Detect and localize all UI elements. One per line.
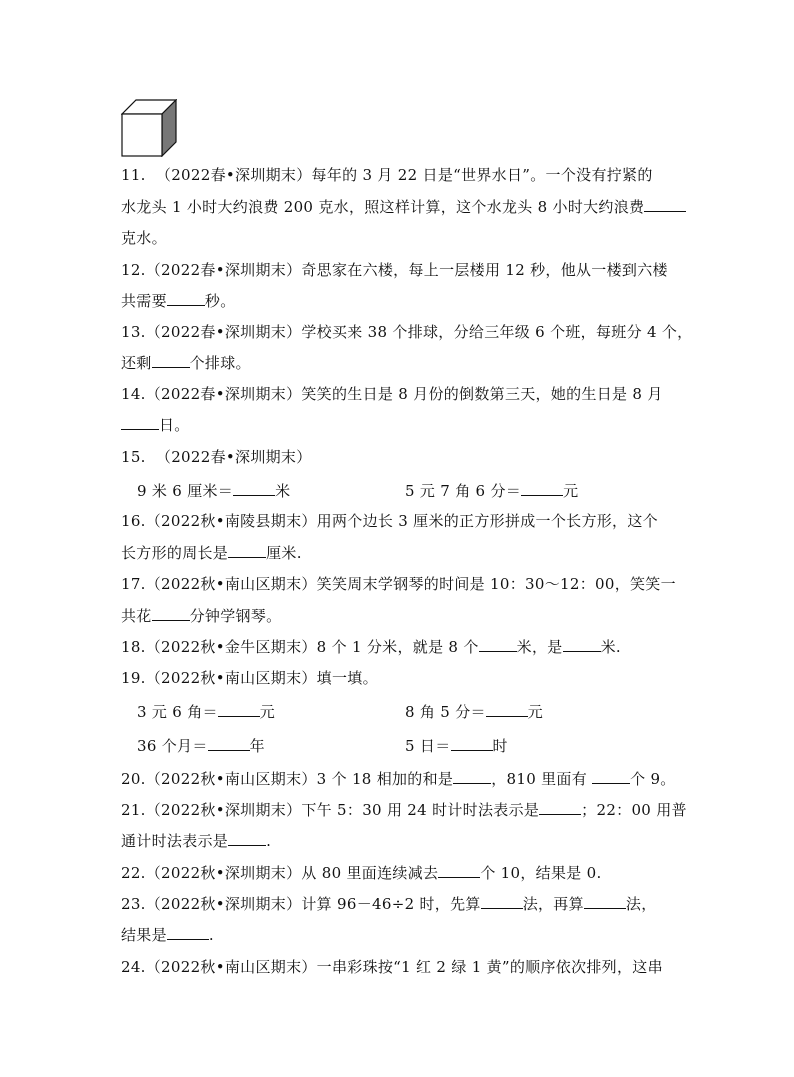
question-14-line-2 xyxy=(121,415,190,435)
question-12-text-b: 秒。 xyxy=(204,292,236,310)
question-21-text-a: 21.（2022秋•深圳期末）下午 5：30 用 24 时计时法表示是 xyxy=(121,801,540,819)
question-19-r1-left-a: 3 元 6 角＝ xyxy=(137,703,218,721)
question-19-r1-right-a: 8 角 5 分＝ xyxy=(405,703,486,721)
question-19-r2-right-a: 5 日＝ xyxy=(405,737,451,755)
question-22-text-a: 22.（2022秋•深圳期末）从 80 里面连续减去 xyxy=(121,864,439,882)
answer-blank[interactable] xyxy=(438,863,480,878)
question-12-text-a: 共需要 xyxy=(121,292,167,310)
question-11-text: 水龙头 1 小时大约浪费 200 克水，照这样计算，这个水龙头 8 小时大约浪费 xyxy=(121,198,645,216)
question-16-line-2 xyxy=(121,543,302,563)
answer-blank[interactable] xyxy=(167,925,209,940)
question-23-text-b: 法，再算 xyxy=(522,895,584,913)
question-14-text-b: 日。 xyxy=(159,416,190,434)
question-17-line-1: 17.（2022秋•南山区期末）笑笑周末学钢琴的时间是 10：30～12：00，笑笑一 xyxy=(121,575,676,593)
question-12-line-1: 12.（2022春•深圳期末）奇思家在六楼，每上一层楼用 12 秒，他从一楼到六楼 xyxy=(121,261,668,279)
question-18-line-1 xyxy=(121,637,621,657)
question-24-line-1: 24.（2022秋•南山区期末）一串彩珠按“1 红 2 绿 1 黄”的顺序依次排列，这串 xyxy=(121,958,663,976)
question-15-right-a: 5 元 7 角 6 分＝ xyxy=(405,482,522,500)
question-14-line-1: 14.（2022春•深圳期末）笑笑的生日是 8 月份的倒数第三天，她的生日是 8 月 xyxy=(121,385,663,403)
question-19-r1-left xyxy=(137,702,275,722)
question-19-line-1: 19.（2022秋•南山区期末）填一填。 xyxy=(121,669,378,687)
question-18-text-b: 米，是 xyxy=(516,638,563,656)
question-21-text-b: ；22：00 用普 xyxy=(581,801,687,819)
question-15-left-a: 9 米 6 厘米＝ xyxy=(137,482,234,500)
question-11-line-3: 克水。 xyxy=(121,229,167,247)
question-23-text-d: 结果是 xyxy=(121,926,167,944)
question-17-text-b: 分钟学钢琴。 xyxy=(189,607,282,625)
question-18-text-c: 米. xyxy=(600,638,621,656)
question-20-text-b: ，810 里面有 xyxy=(491,770,593,788)
answer-blank[interactable] xyxy=(486,702,528,717)
question-19-r2-left-b: 年 xyxy=(249,737,265,755)
answer-blank[interactable] xyxy=(453,769,491,784)
question-13-text-b: 个排球。 xyxy=(189,354,251,372)
answer-blank[interactable] xyxy=(644,197,686,212)
question-15-right xyxy=(405,481,578,501)
question-13-line-1: 13.（2022春•深圳期末）学校买来 38 个排球，分给三年级 6 个班，每班分 4 个， xyxy=(121,323,693,341)
question-19-r2-left xyxy=(137,736,265,756)
answer-blank[interactable] xyxy=(451,736,493,751)
answer-blank[interactable] xyxy=(233,481,275,496)
question-16-text-a: 长方形的周长是 xyxy=(121,544,229,562)
question-23-line-1 xyxy=(121,894,657,914)
question-15-right-b: 元 xyxy=(563,482,579,500)
question-22-text-b: 个 10，结果是 0. xyxy=(480,864,602,882)
question-15-left xyxy=(137,481,290,501)
question-11-line-2 xyxy=(121,197,686,217)
answer-blank[interactable] xyxy=(521,481,563,496)
question-23-text-a: 23.（2022秋•深圳期末）计算 96－46÷2 时，先算 xyxy=(121,895,481,913)
answer-blank[interactable] xyxy=(539,800,581,815)
question-19-r2-right xyxy=(405,736,508,756)
cube-outline-icon xyxy=(121,99,177,157)
question-12-line-2 xyxy=(121,291,236,311)
question-19-r2-right-b: 时 xyxy=(492,737,508,755)
question-23-line-2 xyxy=(121,925,214,945)
question-21-line-2 xyxy=(121,831,271,851)
question-20-text-a: 20.（2022秋•南山区期末）3 个 18 相加的和是 xyxy=(121,770,454,788)
question-20-text-c: 个 9。 xyxy=(630,770,676,788)
question-19-r1-right-b: 元 xyxy=(527,703,544,721)
question-19-r1-right xyxy=(405,702,543,722)
question-17-text-a: 共花 xyxy=(121,607,152,625)
answer-blank[interactable] xyxy=(208,736,250,751)
answer-blank[interactable] xyxy=(592,769,630,784)
question-21-text-c: 通计时法表示是 xyxy=(121,832,229,850)
question-16-text-b: 厘米. xyxy=(266,544,302,562)
question-13-line-2 xyxy=(121,353,251,373)
question-13-text-a: 还剩 xyxy=(121,354,152,372)
answer-blank[interactable] xyxy=(121,415,159,430)
question-15-left-b: 米 xyxy=(275,482,291,500)
answer-blank[interactable] xyxy=(584,894,626,909)
answer-blank[interactable] xyxy=(152,606,190,621)
question-22-line-1 xyxy=(121,863,602,883)
question-23-text-e: . xyxy=(208,926,214,944)
answer-blank[interactable] xyxy=(479,637,517,652)
question-17-line-2 xyxy=(121,606,281,626)
question-19-r1-left-b: 元 xyxy=(259,703,276,721)
question-18-text-a: 18.（2022秋•金牛区期末）8 个 1 分米，就是 8 个 xyxy=(121,638,479,656)
answer-blank[interactable] xyxy=(563,637,601,652)
question-11-line-1: 11. （2022春•深圳期末）每年的 3 月 22 日是“世界水日”。一个没有拧紧的 xyxy=(121,166,653,184)
question-19-r2-left-a: 36 个月＝ xyxy=(137,737,208,755)
question-21-text-d: . xyxy=(266,832,272,850)
answer-blank[interactable] xyxy=(481,894,523,909)
question-20-line-1 xyxy=(121,769,676,789)
answer-blank[interactable] xyxy=(228,831,266,846)
question-23-text-c: 法， xyxy=(625,895,657,913)
answer-blank[interactable] xyxy=(167,291,205,306)
question-16-line-1: 16.（2022秋•南陵县期末）用两个边长 3 厘米的正方形拼成一个长方形，这个 xyxy=(121,512,658,530)
answer-blank[interactable] xyxy=(218,702,260,717)
question-21-line-1 xyxy=(121,800,687,820)
answer-blank[interactable] xyxy=(152,353,190,368)
answer-blank[interactable] xyxy=(228,543,266,558)
question-15-line-1: 15. （2022春•深圳期末） xyxy=(121,448,312,466)
